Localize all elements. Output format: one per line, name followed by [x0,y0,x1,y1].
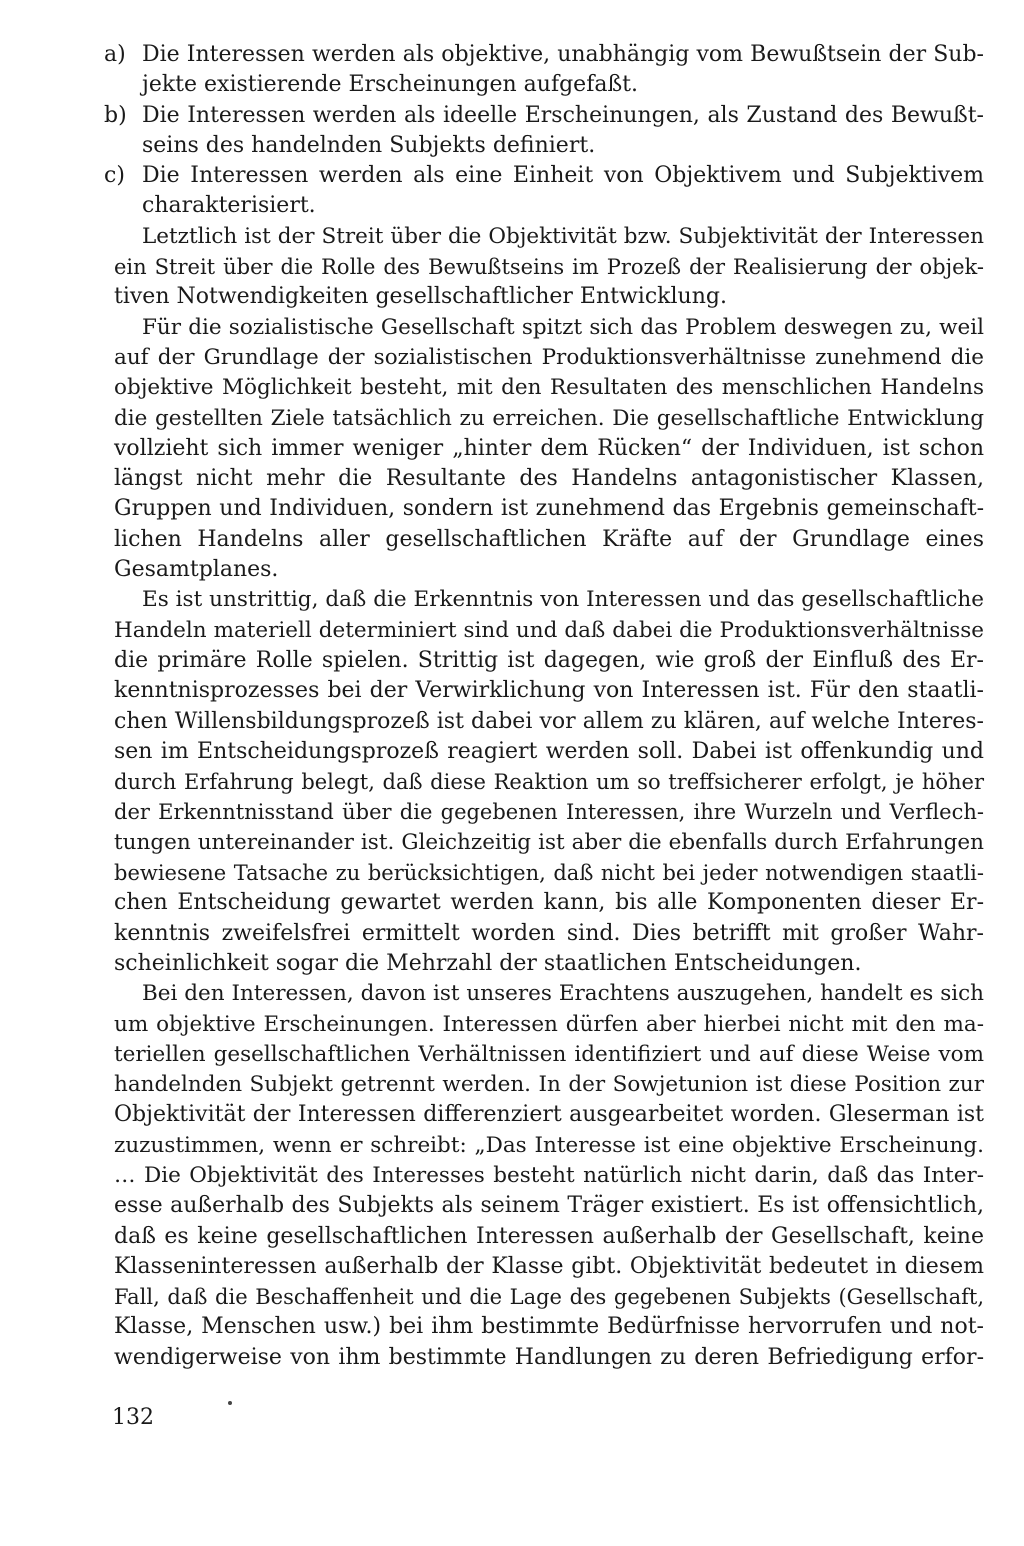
paragraph-line: der Erkenntnisstand über die gegebenen Interessen, ihre Wurzeln und Verflech- [114,800,984,825]
paragraph-line: Für die sozialistische Gesellschaft spitzt sich das Problem deswegen zu, weil [142,314,984,340]
list-item-text-line: seins des handelnden Subjekts definiert. [142,132,596,158]
list-item-label: b) [104,102,127,128]
list-item-text-line: charakterisiert. [142,193,316,219]
list-item-label: a) [104,42,126,67]
paragraph-line: die primäre Rolle spielen. Strittig ist dagegen, wie groß der Einfluß des Er- [114,647,984,673]
list-item-label: c) [104,163,125,189]
paragraph-line: Bei den Interessen, davon ist unseres Erachtens auszugehen, handelt es sich [142,981,984,1007]
list-item-b [104,101,984,162]
list-item-text-line: Die Interessen werden als eine Einheit von Objektivem und Subjektivem [142,163,984,189]
list-item-c [104,161,984,222]
paragraph-line: bewiesene Tatsache zu berücksichtigen, daß nicht bei jeder notwendigen staatli- [114,861,984,886]
paragraph-line: esse außerhalb des Subjekts als seinem Träger existiert. Es ist offensichtlich, [114,1193,984,1219]
paragraph-line: um objektive Erscheinungen. Interessen dürfen aber hierbei nicht mit den ma- [114,1011,984,1037]
paragraph-line: chen Willensbildungsprozeß ist dabei vor allem zu klären, auf welche Interes- [114,708,984,734]
paragraph-line: daß es keine gesellschaftlichen Interessen außerhalb der Gesellschaft, keine [114,1223,984,1249]
paragraph-line: die gestellten Ziele tatsächlich zu erreichen. Die gesellschaftliche Entwicklung [114,405,984,431]
page-text [104,40,984,1373]
paragraph-line: kenntnisprozesses bei der Verwirklichung von Interessen ist. Für den staatli- [114,678,984,704]
paragraph-line: wendigerweise von ihm bestimmte Handlungen zu deren Befriedigung erfor- [114,1344,984,1370]
paragraph-line: objektive Möglichkeit besteht, mit den Resultaten des menschlichen Handelns [114,375,984,401]
paragraph-line: lichen Handelns aller gesellschaftlichen Kräfte auf der Grundlage eines [114,526,984,552]
paragraph-line: handelnden Subjekt getrennt werden. In der Sowjetunion ist diese Position zur [114,1072,984,1098]
page-number: 132 [112,1405,154,1430]
paragraph-line: längst nicht mehr die Resultante des Handelns antagonistischer Klassen, [114,466,984,492]
paragraph-line: Klasse, Menschen usw.) bei ihm bestimmte Bedürfnisse hervorrufen und not- [114,1314,984,1340]
paragraph [104,313,984,586]
paragraph [104,222,984,313]
paragraph-line: chen Entscheidung gewartet werden kann, bis alle Komponenten dieser Er- [114,890,984,916]
paragraph-line: tiven Notwendigkeiten gesellschaftlicher Entwicklung. [114,284,727,310]
paragraph [104,979,984,1373]
paragraph-line: Gesamtplanes. [114,557,279,583]
paragraph-line: Es ist unstrittig, daß die Erkenntnis von Interessen und das gesellschaftliche [142,587,984,613]
paragraph-line: auf der Grundlage der sozialistischen Produktionsverhältnisse zunehmend die [114,344,984,370]
paragraph-line: sen im Entscheidungsprozeß reagiert werden soll. Dabei ist offenkundig und [114,738,984,764]
paragraph-line: Klasseninteressen außerhalb der Klasse gibt. Objektivität bedeutet in diesem [114,1253,984,1279]
list-item-text-line: jekte existierende Erscheinungen aufgefaßt. [142,72,638,98]
paragraph [104,585,984,979]
paragraph-line: Gruppen und Individuen, sondern ist zunehmend das Ergebnis gemeinschaft- [114,496,984,522]
paragraph-line: Objektivität der Interessen differenziert ausgearbeitet worden. Gleserman ist [114,1102,984,1128]
paragraph-line: ein Streit über die Rolle des Bewußtseins im Prozeß der Realisierung der objek- [114,255,984,280]
paragraph-line: scheinlichkeit sogar die Mehrzahl der staatlichen Entscheidungen. [114,950,862,976]
list-item-a [104,40,984,101]
paragraph-line: vollzieht sich immer weniger „hinter dem Rücken“ der Individuen, ist schon [114,435,984,461]
paragraph-line: Fall, daß die Beschaffenheit und die Lage des gegebenen Subjekts (Gesellschaft, [114,1285,984,1310]
paragraph-line: Letztlich ist der Streit über die Objektivität bzw. Subjektivität der Interessen [142,223,984,249]
paragraph-line: teriellen gesellschaftlichen Verhältnissen identifiziert und auf diese Weise vom [114,1041,984,1067]
paragraph-line: … Die Objektivität des Interesses besteht natürlich nicht darin, daß das Inter- [114,1162,984,1188]
paragraph-line: tungen untereinander ist. Gleichzeitig ist aber die ebenfalls durch Erfahrungen [114,829,984,855]
ink-speck [228,1401,232,1405]
list-item-text-line: Die Interessen werden als objektive, unabhängig vom Bewußtsein der Sub- [142,42,984,67]
paragraph-line: zuzustimmen, wenn er schreibt: „Das Interesse ist eine objektive Erscheinung. [114,1132,984,1158]
paragraph-line: durch Erfahrung belegt, daß diese Reaktion um so treffsicherer erfolgt, je höher [114,770,984,795]
paragraph-line: Handeln materiell determiniert sind und daß dabei die Produktionsverhältnisse [114,617,984,643]
paragraph-line: kenntnis zweifelsfrei ermittelt worden sind. Dies betrifft mit großer Wahr- [114,920,984,946]
list-item-text-line: Die Interessen werden als ideelle Erscheinungen, als Zustand des Bewußt- [142,102,984,128]
